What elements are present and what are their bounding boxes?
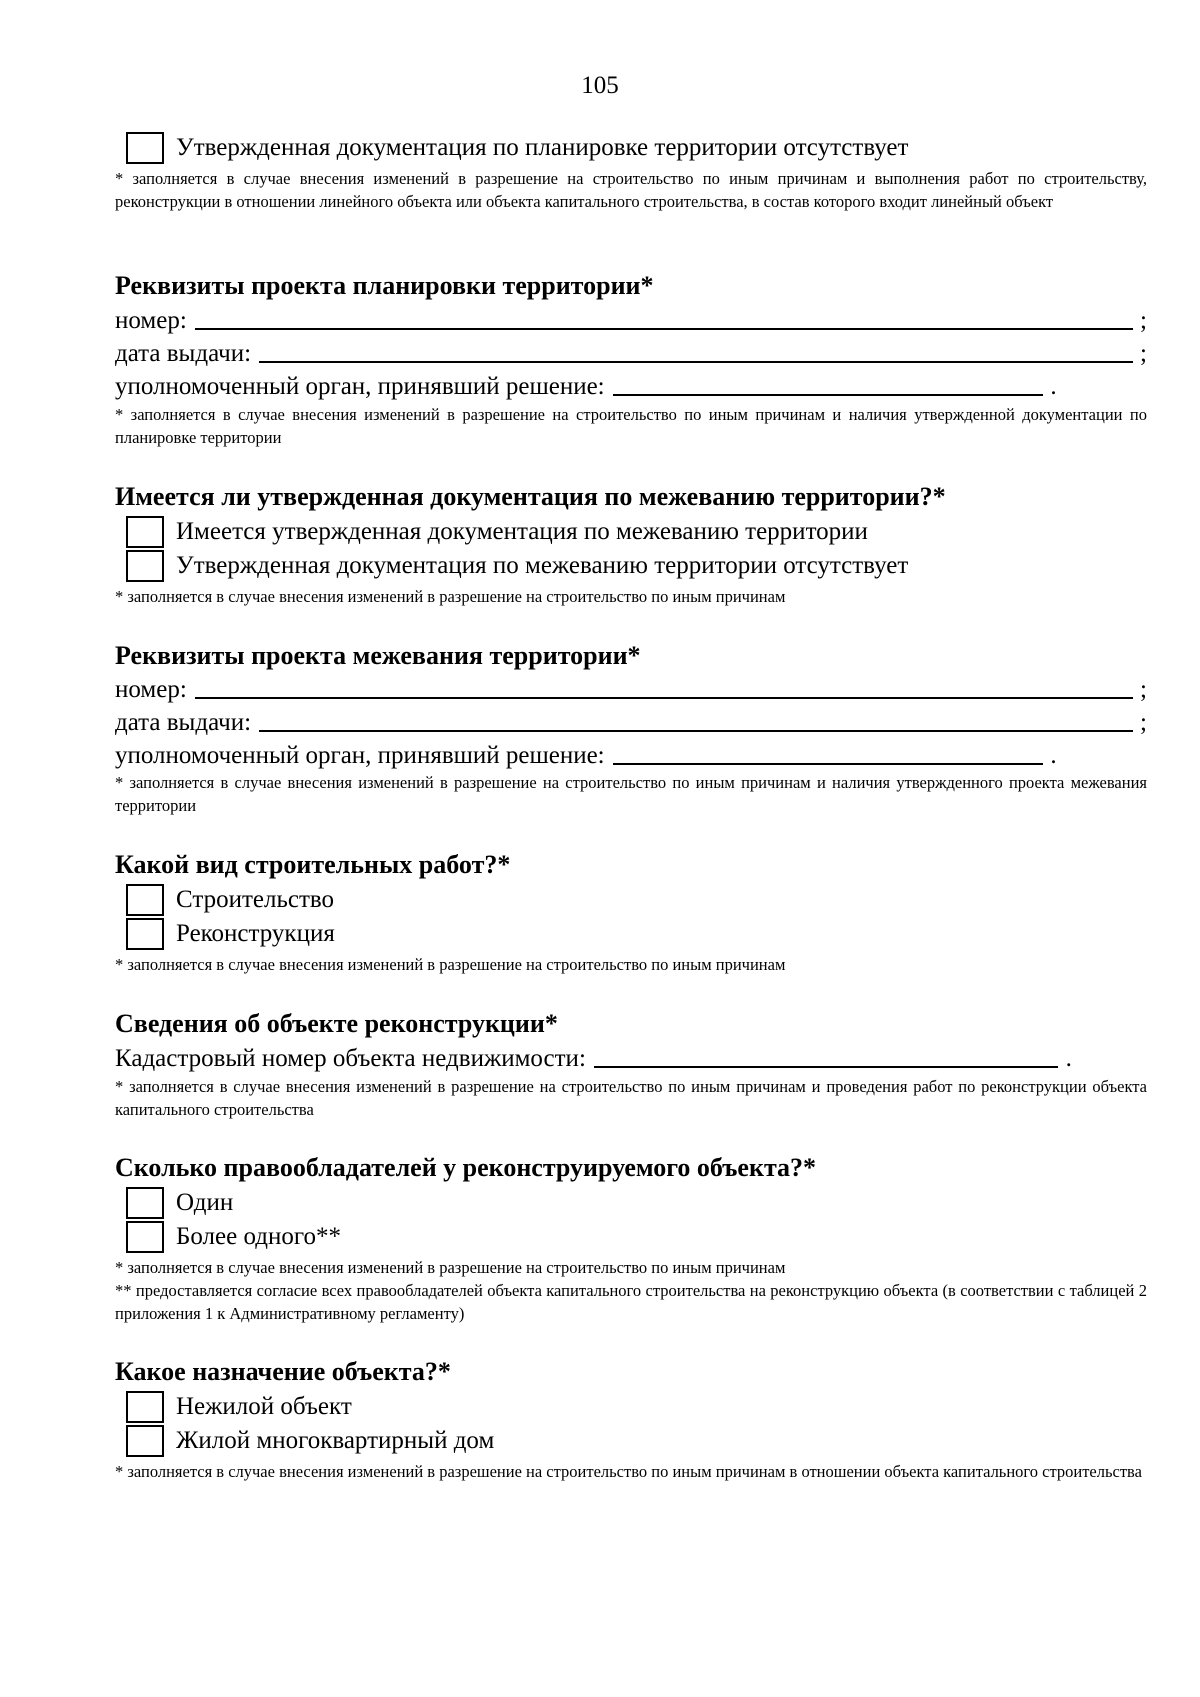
footnote: * заполняется в случае внесения изменений в разрешение на строительство по иным причинам <box>115 1258 786 1277</box>
field-survey-number <box>115 672 1147 704</box>
section-title: Какой вид строительных работ?* <box>115 850 511 879</box>
field-end-punct: . <box>1050 742 1057 769</box>
survey-authority-input-line[interactable] <box>613 739 1043 765</box>
section-title: Сколько правообладателей у реконструируемого объекта?* <box>115 1153 817 1182</box>
footnote: * заполняется в случае внесения изменений в разрешение на строительство по иным причинам <box>115 955 786 974</box>
field-planning-date <box>115 336 1147 368</box>
field-label: номер: <box>115 307 187 334</box>
footnote: * заполняется в случае внесения изменений в разрешение на строительство по иным причинам и наличия утвержденного проекта межевания территории <box>115 773 1147 815</box>
field-label: уполномоченный орган, принявший решение: <box>115 742 605 769</box>
section-title: Имеется ли утвержденная документация по межеванию территории?* <box>115 482 946 511</box>
field-end-punct: ; <box>1140 340 1147 367</box>
section-title: Реквизиты проекта планировки территории* <box>115 271 654 300</box>
option-multiple-owners[interactable] <box>126 1220 341 1254</box>
footnote: * заполняется в случае внесения изменений в разрешение на строительство по иным причинам в отношении объекта капитального строительства <box>115 1462 1142 1481</box>
section-title: Сведения об объекте реконструкции* <box>115 1009 558 1038</box>
option-survey-doc-present[interactable] <box>126 515 868 549</box>
field-planning-authority <box>115 369 1147 401</box>
option-survey-doc-absent[interactable] <box>126 549 908 583</box>
field-cadastral-number <box>115 1041 1147 1073</box>
checkbox[interactable] <box>126 550 164 582</box>
planning-number-input-line[interactable] <box>195 304 1133 330</box>
field-label: номер: <box>115 676 187 703</box>
section-title: Какое назначение объекта?* <box>115 1357 451 1386</box>
survey-number-input-line[interactable] <box>195 673 1133 699</box>
option-label: Утвержденная документация по планировке территории отсутствует <box>176 134 909 161</box>
field-survey-date <box>115 705 1147 737</box>
option-apartment-building[interactable] <box>126 1424 494 1458</box>
option-label: Жилой многоквартирный дом <box>176 1427 495 1454</box>
planning-date-input-line[interactable] <box>259 337 1133 363</box>
option-label: Утвержденная документация по межеванию территории отсутствует <box>176 552 909 579</box>
field-label: дата выдачи: <box>115 340 252 367</box>
checkbox[interactable] <box>126 884 164 916</box>
footnote: ** предоставляется согласие всех правообладателей объекта капитального строительства на реконструкцию объекта (в соответствии с таблицей 2 приложения 1 к Административному регламенту) <box>115 1281 1147 1323</box>
field-end-punct: ; <box>1140 307 1147 334</box>
cadastral-number-input-line[interactable] <box>594 1042 1058 1068</box>
option-label: Один <box>176 1189 234 1216</box>
field-end-punct: ; <box>1140 709 1147 736</box>
page-number: 105 <box>581 72 619 99</box>
field-planning-number <box>115 303 1147 335</box>
field-label: Кадастровый номер объекта недвижимости: <box>115 1045 586 1072</box>
checkbox[interactable] <box>126 1391 164 1423</box>
checkbox[interactable] <box>126 132 164 164</box>
footnote: * заполняется в случае внесения изменений в разрешение на строительство по иным причинам <box>115 587 786 606</box>
survey-date-input-line[interactable] <box>259 706 1133 732</box>
field-label: дата выдачи: <box>115 709 252 736</box>
checkbox[interactable] <box>126 918 164 950</box>
planning-authority-input-line[interactable] <box>613 370 1043 396</box>
option-reconstruction[interactable] <box>126 917 335 951</box>
option-label: Более одного** <box>176 1223 341 1250</box>
field-label: уполномоченный орган, принявший решение: <box>115 373 605 400</box>
option-non-residential[interactable] <box>126 1390 352 1424</box>
option-construction[interactable] <box>126 883 334 917</box>
section-title: Реквизиты проекта межевания территории* <box>115 641 641 670</box>
option-label: Строительство <box>176 886 335 913</box>
field-end-punct: . <box>1050 373 1057 400</box>
field-survey-authority <box>115 738 1147 770</box>
checkbox[interactable] <box>126 516 164 548</box>
checkbox[interactable] <box>126 1221 164 1253</box>
option-planning-doc-absent[interactable] <box>126 131 908 165</box>
option-one-owner[interactable] <box>126 1186 233 1220</box>
option-label: Нежилой объект <box>176 1393 352 1420</box>
footnote: * заполняется в случае внесения изменений в разрешение на строительство по иным причинам и выполнения работ по строительству, реконструкции в отношении линейного объекта или объекта капитального строительства, в состав которого входит линейный объект <box>115 169 1147 211</box>
field-end-punct: . <box>1065 1045 1072 1072</box>
footnote: * заполняется в случае внесения изменений в разрешение на строительство по иным причинам и наличия утвержденной документации по планировке территории <box>115 405 1147 447</box>
option-label: Реконструкция <box>176 920 335 947</box>
footnote: * заполняется в случае внесения изменений в разрешение на строительство по иным причинам и проведения работ по реконструкции объекта капитального строительства <box>115 1077 1147 1119</box>
field-end-punct: ; <box>1140 676 1147 703</box>
checkbox[interactable] <box>126 1187 164 1219</box>
option-label: Имеется утвержденная документация по межеванию территории <box>176 518 868 545</box>
checkbox[interactable] <box>126 1425 164 1457</box>
